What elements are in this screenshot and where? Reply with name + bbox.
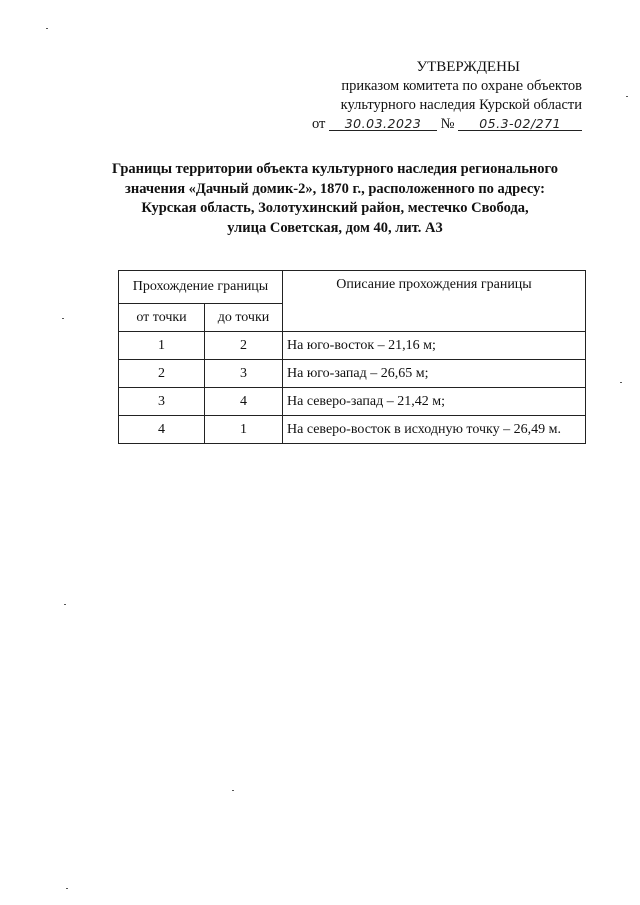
approval-heading: УТВЕРЖДЕНЫ bbox=[416, 59, 520, 75]
cell-to: 2 bbox=[205, 332, 283, 360]
approval-order-line bbox=[312, 115, 582, 134]
cell-from: 1 bbox=[119, 332, 205, 360]
document-title bbox=[90, 160, 580, 238]
table-header-row bbox=[119, 271, 586, 304]
header-boundary-passage: Прохождение границы bbox=[119, 271, 283, 304]
scan-speck bbox=[62, 318, 64, 319]
order-date: 30.03.2023 bbox=[329, 117, 437, 131]
scan-speck bbox=[620, 382, 622, 383]
cell-to: 1 bbox=[205, 416, 283, 444]
cell-description: На северо-восток в исходную точку – 26,49 м. bbox=[283, 416, 586, 444]
title-line-4: улица Советская, дом 40, лит. А3 bbox=[227, 219, 443, 236]
cell-to: 3 bbox=[205, 360, 283, 388]
cell-to: 4 bbox=[205, 388, 283, 416]
table-row bbox=[119, 360, 586, 388]
cell-from: 4 bbox=[119, 416, 205, 444]
title-line-3: Курская область, Золотухинский район, местечко Свобода, bbox=[141, 200, 529, 216]
scan-speck bbox=[232, 790, 234, 791]
cell-description: На юго-восток – 21,16 м; bbox=[283, 332, 586, 360]
approval-line-1: приказом комитета по охране объектов bbox=[341, 78, 582, 94]
scan-speck bbox=[46, 28, 48, 29]
number-label: № bbox=[440, 116, 455, 132]
header-description: Описание прохождения границы bbox=[283, 271, 586, 332]
scan-speck bbox=[626, 96, 628, 97]
boundary-table bbox=[118, 270, 586, 444]
header-from-point: от точки bbox=[119, 304, 205, 332]
cell-from: 3 bbox=[119, 388, 205, 416]
table-row bbox=[119, 416, 586, 444]
scan-speck bbox=[66, 888, 68, 889]
cell-description: На северо-запад – 21,42 м; bbox=[283, 388, 586, 416]
title-line-1: Границы территории объекта культурного наследия регионального bbox=[112, 161, 558, 177]
order-number: 05.3-02/271 bbox=[458, 117, 582, 131]
cell-from: 2 bbox=[119, 360, 205, 388]
approval-line-2: культурного наследия Курской области bbox=[340, 97, 582, 113]
approval-block bbox=[312, 58, 582, 134]
table-row bbox=[119, 388, 586, 416]
table-row bbox=[119, 332, 586, 360]
header-to-point: до точки bbox=[205, 304, 283, 332]
cell-description: На юго-запад – 26,65 м; bbox=[283, 360, 586, 388]
from-label: от bbox=[312, 116, 326, 132]
scan-speck bbox=[64, 604, 66, 605]
title-line-2: значения «Дачный домик-2», 1870 г., расположенного по адресу: bbox=[125, 180, 545, 197]
